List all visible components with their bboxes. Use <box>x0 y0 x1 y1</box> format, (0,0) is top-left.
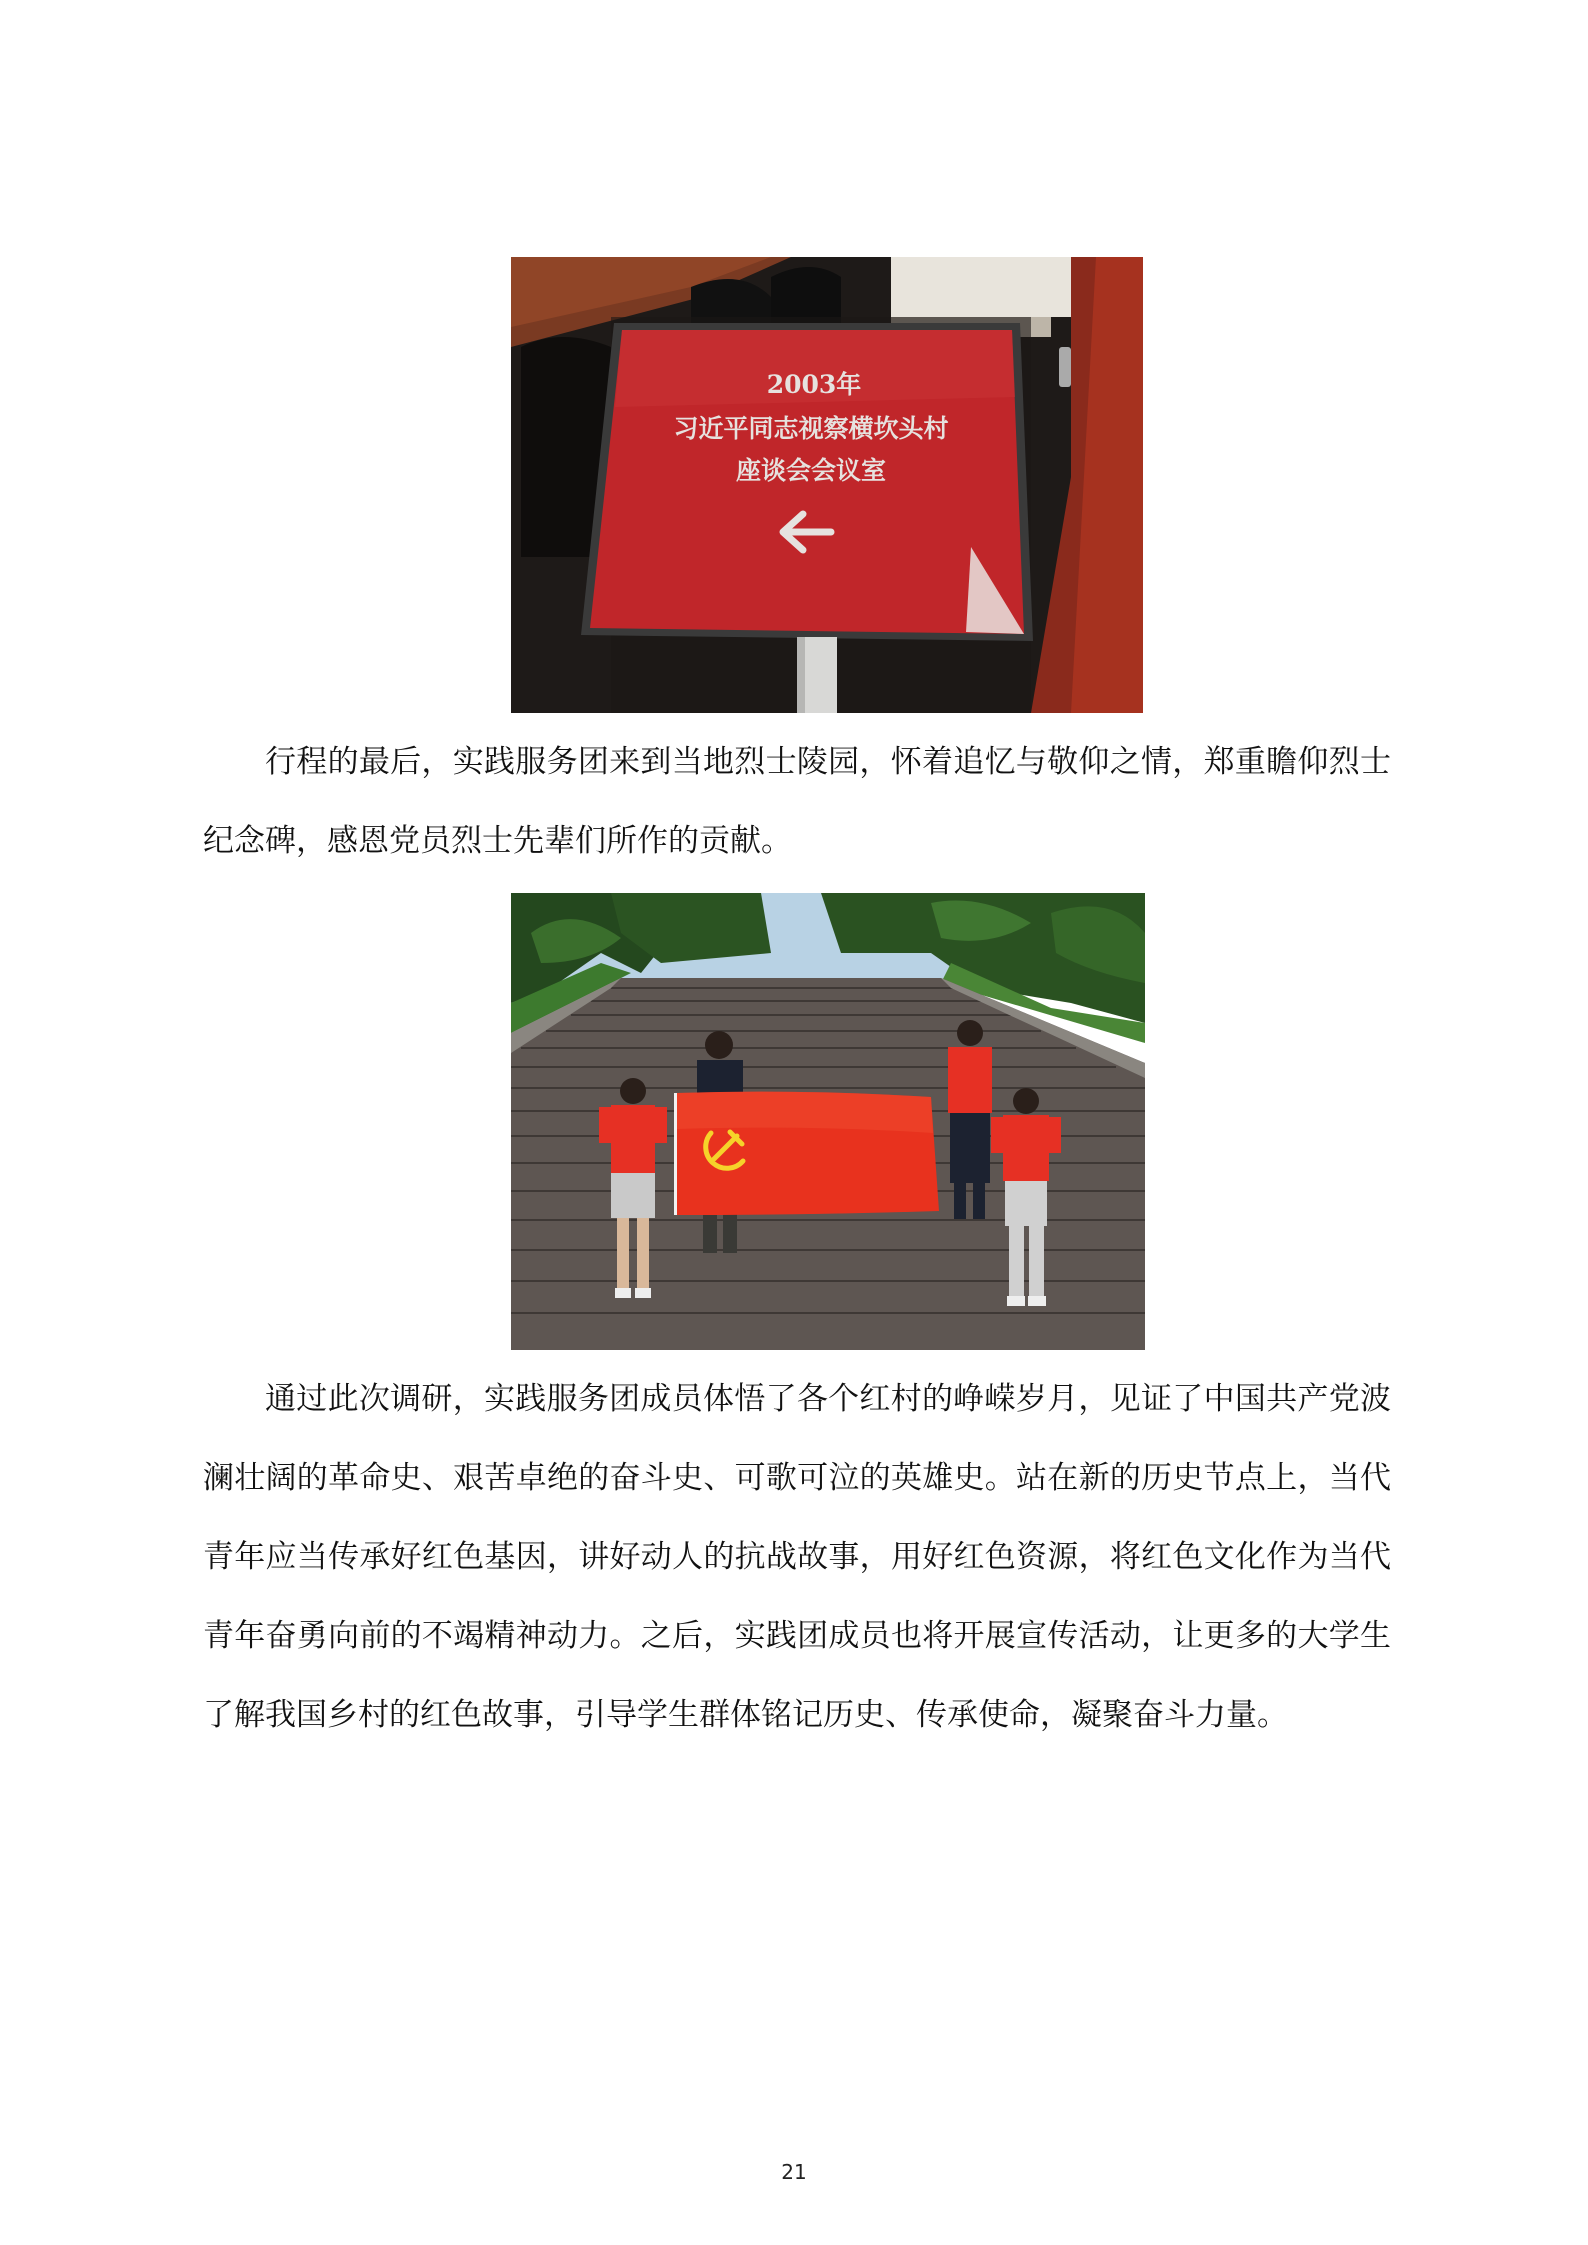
meeting-room-sign-image <box>511 257 1143 713</box>
meeting-room-sign-photo <box>511 257 1143 713</box>
party-flag <box>674 1092 939 1215</box>
paragraph-research-conclusion: 通过此次调研，实践服务团成员体悟了各个红村的峥嵘岁月，见证了中国共产党波澜壮阔的革命史、艰苦卓绝的奋斗史、可歌可泣的英雄史。站在新的历史节点上，当代青年应当传承好红色基因，讲好动人的抗战故事，用好红色资源，将红色文化作为当代青年奋勇向前的不竭精神动力。之后，实践团成员也将开展宣传活动，让更多的大学生了解我国乡村的红色故事，引导学生群体铭记历史、传承使命，凝聚奋斗力量。 <box>203 1381 1391 1733</box>
paragraph-cemetery-visit: 行程的最后，实践服务团来到当地烈士陵园，怀着追忆与敬仰之情，郑重瞻仰烈士纪念碑，感恩党员烈士先辈们所作的贡献。 <box>203 744 1391 859</box>
sign-room-text: 座谈会会议室 <box>735 456 887 485</box>
page-number: 21 <box>781 2160 807 2184</box>
sign-year-text: 2003年 <box>766 370 862 399</box>
team-flag-photo <box>511 893 1145 1350</box>
team-flag-image <box>511 893 1145 1350</box>
sign-title-text: 习近平同志视察横坎头村 <box>673 414 949 443</box>
